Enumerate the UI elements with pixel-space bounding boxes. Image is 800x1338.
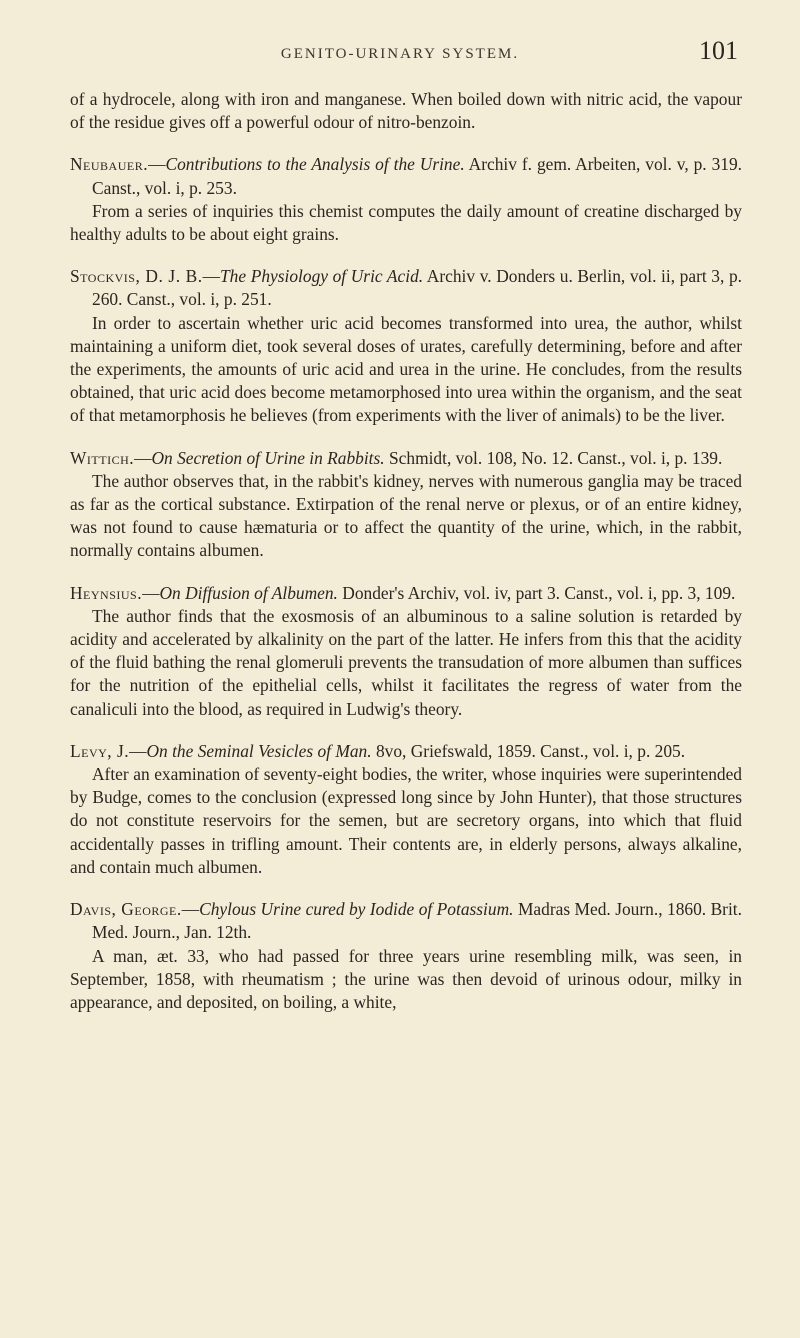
entry-source: Archiv f. gem. Arbeiten, vol. v, p. 319. Canst., vol. i, p. 253. — [92, 154, 743, 198]
entry-source: Schmidt, vol. 108, No. 12. Canst., vol. i, p. 139. — [388, 447, 723, 468]
citation: Davis, George.—Chylous Urine cured by Iodide of Potassium. Madras Med. Journ., 1860. Brit. Med. Journ., Jan. 12th. — [70, 899, 742, 943]
entry-title: On Diffusion of Albumen. — [159, 582, 338, 603]
entry-summary: After an examination of seventy-eight bodies, the writer, whose inquiries were superintended by Budge, comes to the conclusion (expressed long since by John Hunter), that those structures do not constitute reservoirs for the semen, but are secretory organs, into which that fluid accidentally passes in trifling amount. Their contents are, in elderly persons, always alkaline, and contain much albumen. — [70, 764, 742, 877]
entry-source: Donder's Archiv, vol. iv, part 3. Canst., vol. i, pp. 3, 109. — [342, 582, 736, 603]
citation: Wittich.—On Secretion of Urine in Rabbits. Schmidt, vol. 108, No. 12. Canst., vol. i, p. 139. — [70, 447, 723, 468]
entry-title: Contributions to the Analysis of the Urine. — [165, 154, 465, 175]
bibliography-entry-wittich — [70, 447, 742, 563]
entry-summary: The author observes that, in the rabbit's kidney, nerves with numerous ganglia may be traced as far as the cortical substance. Extirpation of the renal nerve or plexus, or of an entire kidney, was not found to cause hæmaturia or to affect the quantity of the urine, which, in the rabbit, normally contains albumen. — [70, 470, 742, 561]
bibliography-entry-stockvis — [70, 265, 742, 427]
continued-paragraph — [70, 88, 742, 134]
page-body — [70, 88, 742, 1033]
entry-summary: In order to ascertain whether uric acid becomes transformed into urea, the author, whilst maintaining a uniform diet, took several doses of urates, carefully determining, before and after the experiments, the amounts of uric acid and urea in the urine. He concludes, from the results obtained, that uric acid does become metamorphosed into urea within the organism, and the seat of that metamorphosis he believes (from experiments with the liver of animals) to be the liver. — [70, 312, 742, 426]
bibliography-entry-heynsius — [70, 582, 742, 721]
entry-summary: A man, æt. 33, who had passed for three years urine resembling milk, was seen, in September, 1858, with rheumatism ; the urine was then devoid of urinous odour, milky in appearance, and deposited, on boiling, a white, — [70, 945, 742, 1012]
bibliography-entry-davis — [70, 898, 742, 1014]
entry-title: On the Seminal Vesicles of Man. — [146, 740, 372, 761]
running-title: GENITO-URINARY SYSTEM. — [280, 46, 520, 62]
citation: Stockvis, D. J. B.—The Physiology of Uric Acid. Archiv v. Donders u. Berlin, vol. ii, part 3, p. 260. Canst., vol. i, p. 251. — [70, 266, 742, 310]
entry-title: Chylous Urine cured by Iodide of Potassium. — [199, 899, 514, 920]
entry-author: Neubauer. — [70, 154, 149, 175]
bibliography-entry-levy — [70, 740, 742, 879]
entry-author: Davis, George. — [70, 899, 182, 920]
bibliography-entry-neubauer — [70, 153, 742, 246]
citation: Levy, J.—On the Seminal Vesicles of Man. 8vo, Griefswald, 1859. Canst., vol. i, p. 205. — [70, 740, 686, 761]
continuation-text: of a hydrocele, along with iron and manganese. When boiled down with nitric acid, the vapour of the residue gives off a powerful odour of nitro-benzoin. — [70, 89, 742, 133]
citation: Neubauer.—Contributions to the Analysis of the Urine. Archiv f. gem. Arbeiten, vol. v, p. 319. Canst., vol. i, p. 253. — [70, 154, 743, 198]
entry-source: Madras Med. Journ., 1860. Brit. Med. Journ., Jan. 12th. — [92, 899, 742, 943]
entry-author: Heynsius. — [70, 582, 143, 603]
page-number: 101 — [699, 36, 738, 65]
entry-source: 8vo, Griefswald, 1859. Canst., vol. i, p. 205. — [375, 740, 686, 761]
citation: Heynsius.—On Diffusion of Albumen. Donder's Archiv, vol. iv, part 3. Canst., vol. i, pp. 3, 109. — [70, 582, 736, 603]
entry-title: On Secretion of Urine in Rabbits. — [151, 447, 385, 468]
entry-source: Archiv v. Donders u. Berlin, vol. ii, part 3, p. 260. Canst., vol. i, p. 251. — [92, 266, 742, 310]
entry-summary: The author finds that the exosmosis of an albuminous to a saline solution is retarded by acidity and accelerated by alkalinity on the part of the latter. He infers from this that the acidity of the fluid bathing the renal glomeruli prevents the transudation of more albumen than suffices for the nutrition of the epithelial cells, whilst it facilitates the regress of water from the canaliculi into the blood, as required in Ludwig's theory. — [70, 605, 742, 719]
entry-summary: From a series of inquiries this chemist computes the daily amount of creatine discharged by healthy adults to be about eight grains. — [70, 200, 742, 245]
entry-author: Levy, J. — [70, 740, 130, 761]
entry-author: Stockvis, D. J. B. — [70, 266, 203, 287]
entry-author: Wittich. — [70, 447, 135, 468]
running-head — [0, 34, 800, 74]
entry-title: The Physiology of Uric Acid. — [220, 266, 424, 287]
